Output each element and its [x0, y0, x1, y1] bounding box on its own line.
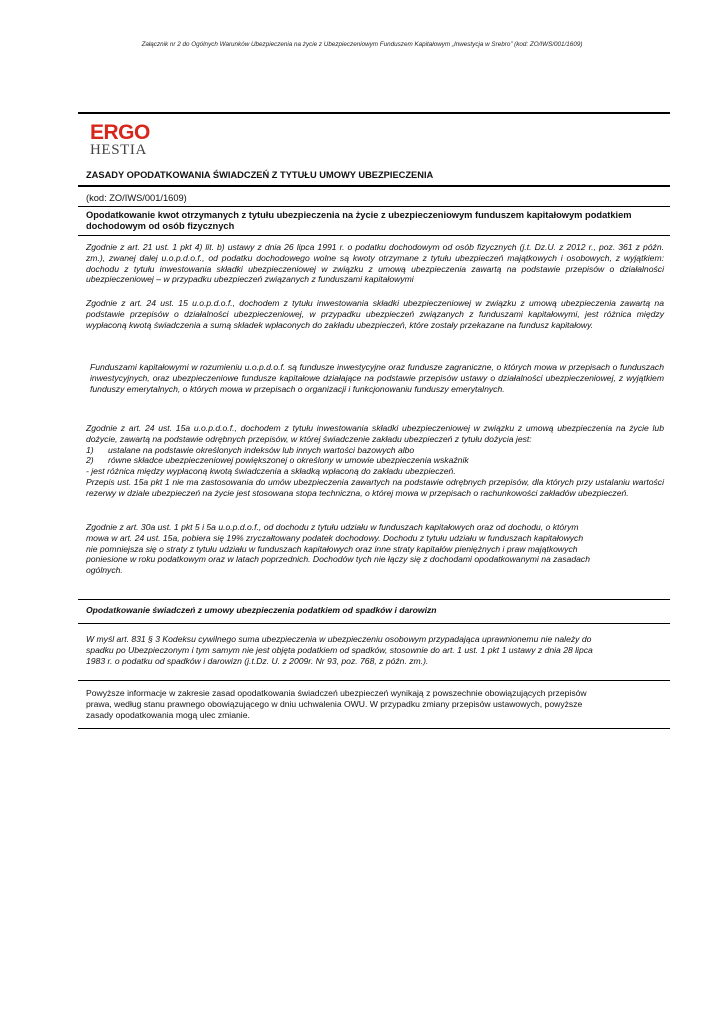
art15a-item-2: [86, 455, 664, 466]
art15a-item-1-text: ustalane na podstawie określonych indeksów lub innych wartości bazowych albo: [108, 444, 415, 455]
art15a-exception: Przepis ust. 15a pkt 1 nie ma zastosowania do umów ubezpieczenia zawartych na podstawie odrębnych przepisów, dla których przy ustalaniu wartości rezerwy w dziale ubezpieczeń na życie jest stosowana stopa techniczna, o której mowa w przepisach o rachunkowości zakładów ubezpieczeń.: [86, 476, 664, 498]
section2-title-divider: [78, 623, 670, 624]
section-inheritance-tax-title: Opodatkowanie świadczeń z umowy ubezpieczenia podatkiem od spadków i darowizn: [86, 605, 437, 615]
art15a-tail: - jest różnica między wypłaconą kwotą świadczenia a składką wpłaconą do zakładu ubezpieczeń.: [86, 466, 456, 477]
logo-ergo-text: ERGO: [90, 121, 150, 144]
document-title: ZASADY OPODATKOWANIA ŚWIADCZEŃ Z TYTUŁU UMOWY UBEZPIECZENIA: [86, 170, 434, 180]
art15a-item-1-number: 1): [86, 444, 94, 455]
footer-top-divider: [78, 680, 670, 681]
paragraph-legal-disclaimer: [86, 688, 664, 720]
art15a-intro: Zgodnie z art. 24 ust. 15a u.o.p.d.o.f., dochodem z tytułu inwestowania składki ubezpieczeniowej w związku z umową ubezpieczenia na życie lub dożycie, zawartą na podstawie odrębnych przepisów, w której świadczenie zakładu ubezpieczeń z tytułu dożycia jest:: [86, 423, 664, 444]
art15a-item-2-number: 2): [86, 455, 94, 466]
disclaimer-line-1: Powyższe informacje w zakresie zasad opodatkowania świadczeń ubezpieczeń wynikają z powszechnie obowiązujących przepisów: [86, 688, 587, 698]
title-divider: [78, 185, 670, 187]
disclaimer-line-3: zasady opodatkowania mogą ulec zmianie.: [86, 709, 250, 720]
section2-top-divider: [78, 599, 670, 600]
paragraph-art30a: [86, 522, 664, 576]
paragraph-art24-ust15: Zgodnie z art. 24 ust. 15 u.o.p.d.o.f., dochodem z tytułu inwestowania składki ubezpieczeniowej w związku z umową ubezpieczenia zawartą na podstawie przepisów o działalności ubezpieczeniowej, w przypadku ubezpieczeń związanych z funduszami kapitałowymi, jest różnica między wypłaconą kwotą świadczenia a sumą składek wpłaconych do zakładu ubezpieczeń, które zostały przekazane na fundusz kapitałowy.: [86, 298, 664, 330]
art831-line-2: spadku po Ubezpieczonym i tym samym nie jest objęta podatkiem od spadków, stosownie do art. 1 ust. 1 pkt 1 ustawy z dnia 28 lipca: [86, 644, 593, 655]
art831-line-3: 1983 r. o podatku od spadków i darowizn (j.t.Dz. U. z 2009r. Nr 93, poz. 768, z późn. zm.).: [86, 655, 429, 666]
paragraph-art21: Zgodnie z art. 21 ust. 1 pkt 4) lit. b) ustawy z dnia 26 lipca 1991 r. o podatku dochodowym od osób fizycznych (j.t. Dz.U. z 2012 r., poz. 361 z późn. zm.), zwanej dalej u.o.p.d.o.f., od podatku dochodowego wolne są kwoty otrzymane z tytułu ubezpieczeń majątkowych i osobowych, z wyjątkiem: dochodu z tytułu inwestowania składki ubezpieczeniowej w związku z umową ubezpieczenia zawartą na podstawie przepisów o działalności ubezpieczeniowej – w przypadku ubezpieczeń związanych z funduszami kapitałowymi: [86, 242, 664, 285]
logo-hestia-text: HESTIA: [90, 142, 147, 158]
code-divider: [78, 206, 670, 207]
art15a-item-2-text: równe składce ubezpieczeniowej powiększonej o określony w umowie ubezpieczenia wskaźnik: [108, 455, 469, 466]
art30a-line-2: mowa w art. 24 ust. 15a, pobiera się 19% zryczałtowany podatek dochodowy. Dochodu z tytułu udziału w funduszach kapitałowych: [86, 532, 584, 543]
section1-title-divider: [78, 235, 670, 236]
paragraph-capital-funds-definition: Funduszami kapitałowymi w rozumieniu u.o.p.d.o.f. są fundusze inwestycyjne oraz fundusze zagraniczne, o których mowa w przepisach o funduszach inwestycyjnych, oraz ubezpieczeniowe fundusze kapitałowe działające na podstawie przepisów ustawy o działalności ubezpieczeniowej, z wyjątkiem funduszy emerytalnych, o których mowa w przepisach o organizacji i funkcjonowaniu funduszy emerytalnych.: [90, 362, 664, 394]
paragraph-art831: [86, 634, 664, 666]
section-income-tax-title: Opodatkowanie kwot otrzymanych z tytułu ubezpieczenia na życie z ubezpieczeniowym funduszem kapitałowym podatkiem dochodowym od osób fizycznych: [86, 210, 632, 232]
disclaimer-line-2: prawa, według stanu prawnego obowiązującego w dniu uchwalenia OWU. W przypadku zmiany przepisów ustawowych, powyższe: [86, 698, 583, 709]
art831-line-1: W myśl art. 831 § 3 Kodeksu cywilnego suma ubezpieczenia w ubezpieczeniu osobowym przypadająca uprawnionemu nie należy do: [86, 634, 592, 644]
art30a-line-3: nie pomniejsza się o straty z tytułu udziału w funduszach kapitałowych oraz inne straty kapitałów pieniężnych i praw majątkowych: [86, 543, 578, 554]
attachment-header-note: Załącznik nr 2 do Ogólnych Warunków Ubezpieczenia na życie z Ubezpieczeniowym Funduszem Kapitałowym „Inwestycja w Srebro” (kod: ZO/IWS/001/1609): [141, 41, 583, 48]
art15a-item-1: [86, 445, 664, 456]
footer-bottom-divider: [78, 728, 670, 729]
ergo-hestia-logo: [90, 123, 150, 157]
art30a-line-4: poniesione w roku podatkowym oraz w latach poprzednich. Dochodów tych nie łączy się z dochodami opodatkowanymi na zasadach: [86, 554, 590, 565]
paragraph-art24-ust15a: [86, 423, 664, 499]
document-code: (kod: ZO/IWS/001/1609): [86, 193, 187, 203]
top-divider: [78, 112, 670, 114]
art30a-line-5: ogólnych.: [86, 565, 123, 576]
art30a-line-1: Zgodnie z art. 30a ust. 1 pkt 5 i 5a u.o.p.d.o.f., od dochodu z tytułu udziału w funduszach kapitałowych oraz od dochodu, o którym: [86, 522, 579, 532]
